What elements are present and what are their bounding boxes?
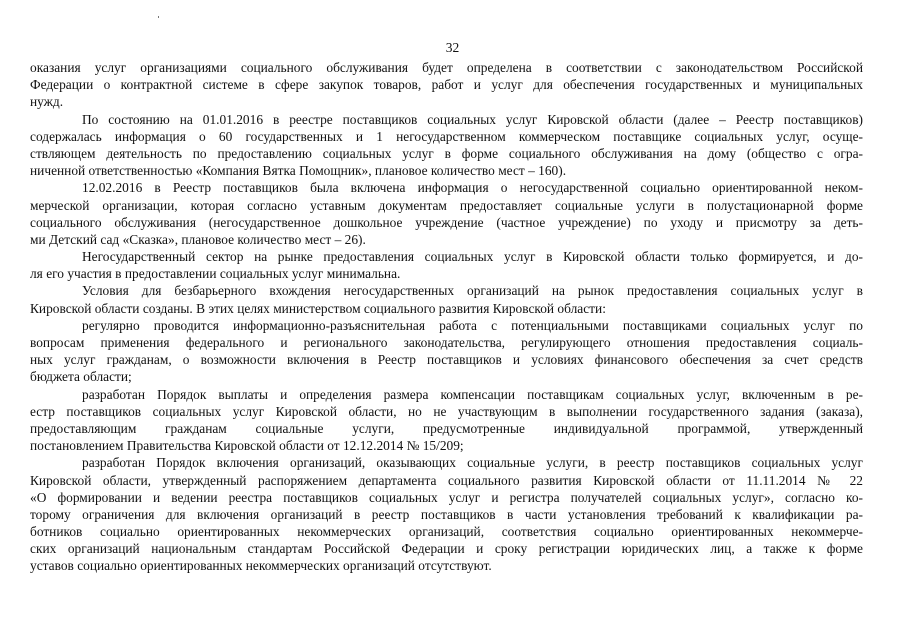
text-line: постановлением Правительства Кировской области от 12.12.2014 № 15/209; bbox=[30, 438, 464, 454]
text-line: мерческой организации, которая согласно уставным документам предоставляет социальные услуги в полустационарной форме bbox=[30, 197, 863, 213]
text-line: ботников социально ориентированных некоммерческих организаций, соответствия социально ориентированных некоммерче- bbox=[30, 524, 863, 540]
text-line: нужд. bbox=[30, 94, 64, 110]
text-line: Негосударственный сектор на рынке предоставления социальных услуг в Кировской области только формируется, и до- bbox=[82, 249, 863, 265]
text-line: ных услуг гражданам, о возможности включения в Реестр поставщиков и условиях финансового обеспечения за счет средств bbox=[30, 352, 863, 368]
text-line: оказания услуг организациями социального обслуживания будет определена в соответствии с законодательством Российской bbox=[30, 60, 863, 75]
text-line: Кировской области созданы. В этих целях министерством социального развития Кировской области: bbox=[30, 300, 606, 316]
text-line: ля его участия в предоставлении социальных услуг минимальна. bbox=[30, 266, 401, 282]
text-line: естр поставщиков социальных услуг Кировской области, но не участвующим в выполнении государственного задания (заказа), bbox=[30, 403, 863, 419]
text-line: торому ограничения для включения организаций в реестр поставщиков в части установления требований к квалификации ра- bbox=[30, 506, 863, 522]
text-line: вопросам применения федерального и регионального законодательства, регулирующего отношения предоставления социаль- bbox=[30, 335, 863, 350]
text-line: Федерации о контрактной системе в сфере закупок товаров, работ и услуг для обеспечения государственных и муниципальных bbox=[30, 77, 863, 93]
scan-artifact bbox=[158, 16, 159, 18]
text-line: регулярно проводится информационно-разъяснительная работа с потенциальными поставщиками социальных услуг по bbox=[82, 317, 863, 333]
text-line: ских организаций национальным стандартам Российской Федерации и сроку регистрации юридических лиц, а также к форме bbox=[30, 541, 863, 557]
text-line: ниченной ответственностью «Компания Вятка Помощник», плановое количество мест – 160). bbox=[30, 163, 567, 179]
page-number: 32 bbox=[445, 40, 460, 55]
text-line: содержалась информация о 60 государственных и 1 негосударственном коммерческом поставщике социальных услуг, осуще- bbox=[30, 128, 863, 144]
text-line: Кировской области, утвержденный распоряжением департамента социального развития Кировской области от 11.11.2014 № 22 bbox=[30, 472, 863, 488]
text-line: Условия для безбарьерного вхождения негосударственных организаций на рынок предоставления социальных услуг в bbox=[82, 283, 863, 299]
text-line: ми Детский сад «Сказка», плановое количество мест – 26). bbox=[30, 231, 366, 247]
body-text bbox=[30, 59, 863, 575]
text-line: «О формировании и ведении реестра поставщиков социальных услуг и регистра получателей социальных услуг», согласно ко- bbox=[30, 489, 863, 505]
text-line: 12.02.2016 в Реестр поставщиков была включена информация о негосударственной социально ориентированной неком- bbox=[82, 180, 863, 196]
text-line: бюджета области; bbox=[30, 369, 132, 385]
text-line: социального обслуживания (негосударственное дошкольное учреждение (частное учреждение) по уходу и присмотру за деть- bbox=[30, 214, 863, 230]
text-line: предоставляющим гражданам социальные услуги, предусмотренные индивидуальной программой, утвержденный bbox=[30, 420, 863, 436]
text-line: разработан Порядок включения организаций, оказывающих социальные услуги, в реестр поставщиков социальных услуг bbox=[82, 455, 863, 471]
text-line: ствляющем деятельность по предоставлению социальных услуг в форме социального обслуживания на дому (общество с огра- bbox=[30, 145, 863, 161]
text-line: уставов социально ориентированных некоммерческих организаций отсутствуют. bbox=[30, 558, 492, 574]
text-line: разработан Порядок выплаты и определения размера компенсации поставщикам социальных услуг, включенным в ре- bbox=[82, 386, 863, 402]
text-line: По состоянию на 01.01.2016 в реестре поставщиков социальных услуг Кировской области (далее – Реестр поставщиков) bbox=[82, 111, 863, 127]
